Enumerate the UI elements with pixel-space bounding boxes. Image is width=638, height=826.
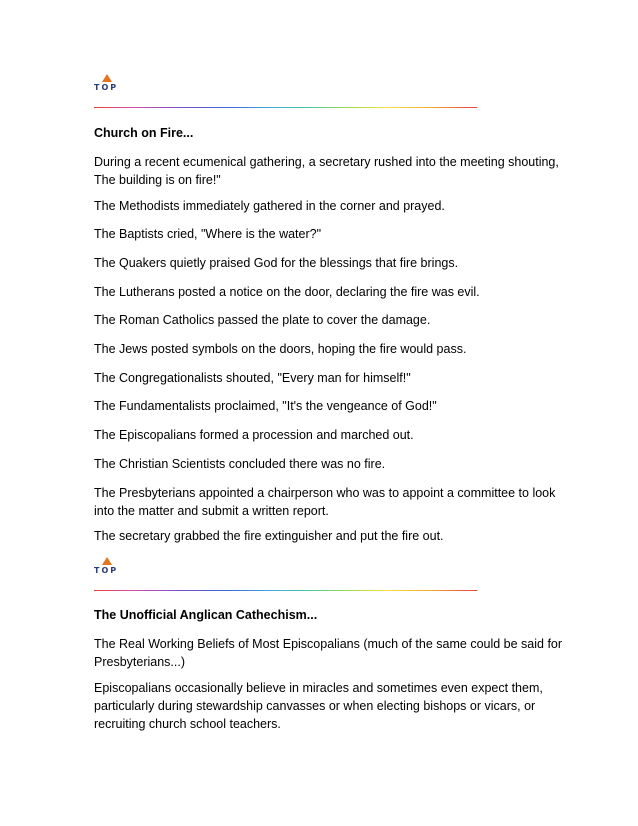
up-arrow-icon [102,74,112,82]
paragraph: The secretary grabbed the fire extinguisher and put the fire out. [94,529,444,543]
paragraph: The Fundamentalists proclaimed, "It's the vengeance of God!" [94,399,437,413]
rainbow-divider [94,590,477,591]
paragraph: The Jews posted symbols on the doors, hoping the fire would pass. [94,342,467,356]
paragraph: The Roman Catholics passed the plate to cover the damage. [94,313,431,327]
section-title: Church on Fire... [94,126,194,140]
paragraph: The Episcopalians formed a procession and marched out. [94,428,414,442]
paragraph: The Lutherans posted a notice on the door, declaring the fire was evil. [94,285,480,299]
paragraph: Episcopalians occasionally believe in miracles and sometimes even expect them, particularly during stewardship canvasses or when electing bishops or vicars, or recruiting church school teachers. [94,681,543,731]
top-link[interactable] [94,74,124,96]
paragraph: The Presbyterians appointed a chairperson who was to appoint a committee to look into the matter and submit a written report. [94,486,556,518]
paragraph: The Christian Scientists concluded there was no fire. [94,457,386,471]
top-label: TOP [94,83,119,92]
top-link[interactable] [94,557,124,579]
paragraph: The Baptists cried, "Where is the water?" [94,227,322,241]
rainbow-divider [94,107,477,108]
paragraph: The Real Working Beliefs of Most Episcopalians (much of the same could be said for Presbyterians...) [94,637,563,669]
up-arrow-icon [102,557,112,565]
top-label: TOP [94,566,119,575]
paragraph: The Quakers quietly praised God for the blessings that fire brings. [94,256,459,270]
paragraph: The Congregationalists shouted, "Every man for himself!" [94,371,411,385]
paragraph: During a recent ecumenical gathering, a secretary rushed into the meeting shouting, The building is on fire!" [94,155,559,187]
section-title: The Unofficial Anglican Cathechism... [94,608,318,622]
paragraph: The Methodists immediately gathered in the corner and prayed. [94,199,445,213]
